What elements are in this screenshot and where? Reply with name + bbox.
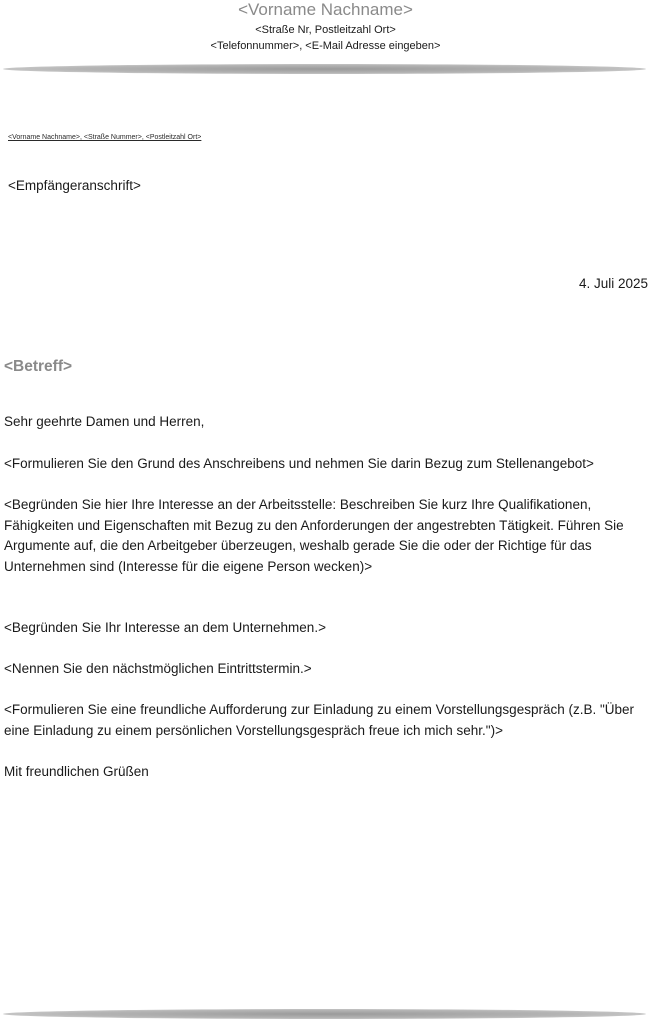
subject-line[interactable]: <Betreff> — [4, 358, 73, 375]
recipient-address[interactable]: <Empfängeranschrift> — [8, 178, 141, 193]
paragraph-invitation[interactable]: <Formulieren Sie eine freundliche Aufforderung zur Einladung zu einem Vorstellungsgespräch (z.B. "Über eine Einladung zu einem persönlichen Vorstellungsgespräch freue ich mich sehr.")> — [4, 702, 635, 738]
header-divider — [3, 64, 646, 74]
letterhead — [0, 0, 651, 54]
paragraph-reason[interactable]: <Formulieren Sie den Grund des Anschreibens und nehmen Sie darin Bezug zum Stellenangebot> — [4, 456, 594, 471]
letter-date[interactable]: 4. Juli 2025 — [578, 276, 648, 291]
paragraph-company-interest[interactable]: <Begründen Sie Ihr Interesse an dem Unternehmen.> — [4, 620, 326, 635]
paragraph-qualification[interactable]: <Begründen Sie hier Ihre Interesse an der Arbeitsstelle: Beschreiben Sie kurz Ihre Qualifikationen, Fähigkeiten und Eigenschaften mit Bezug zu den Anforderungen der angestrebten Tätigkeit. Führen Sie Argumente auf, die den Arbeitgeber überzeugen, weshalb gerade Sie die oder der Richtige für das Unternehmen sind (Interesse für die eigene Person wecken)> — [4, 497, 624, 574]
paragraph-start-date[interactable]: <Nennen Sie den nächstmöglichen Eintrittstermin.> — [4, 661, 312, 676]
sender-contact[interactable]: <Telefonnummer>, <E-Mail Adresse eingeben> — [210, 40, 441, 52]
closing-greeting[interactable]: Mit freundlichen Grüßen — [4, 764, 149, 779]
salutation[interactable]: Sehr geehrte Damen und Herren, — [4, 414, 205, 429]
return-address-line[interactable]: <Vorname Nachname>, <Straße Nummer>, <Postleitzahl Ort> — [8, 134, 202, 141]
sender-address[interactable]: <Straße Nr, Postleitzahl Ort> — [255, 24, 396, 36]
footer-divider — [3, 1009, 646, 1019]
sender-name[interactable]: <Vorname Nachname> — [238, 0, 413, 19]
